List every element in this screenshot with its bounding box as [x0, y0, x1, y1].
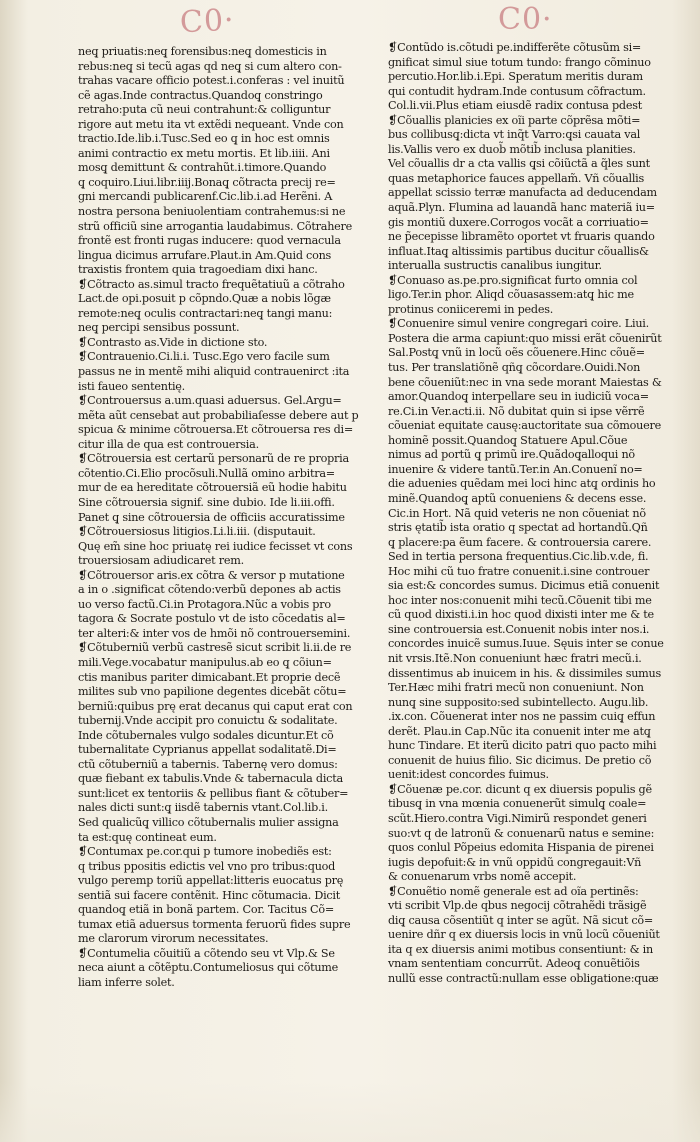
- text-line: Sed in tertia persona frequentius.Cic.lib.v.de, fi.: [388, 549, 649, 564]
- text-line: iugis depofuit:& in vnũ oppidũ congregauit:Vñ: [388, 854, 642, 869]
- text-line: tubernalitate Cyprianus appellat sodalitatẽ.Di=: [78, 742, 337, 757]
- text-line: Postera die arma capiunt:quo missi erãt cõuenirũt: [388, 330, 662, 345]
- text-line: uenire dñr q ex diuersis locis in vnũ locũ cõueniũt: [388, 927, 660, 942]
- text-line: trouersiosam adiudicaret rem.: [78, 553, 244, 568]
- text-line: ctis manibus pariter dimicabant.Et proprie decẽ: [78, 669, 341, 684]
- text-line: vulgo peremp toriũ appellat:litteris euocatus prę: [78, 873, 344, 888]
- text-line: q̧ placere:pa ẽum facere. & controuersia carere.: [388, 534, 652, 549]
- text-line: nullũ esse contractũ:nullam esse obligatione:quæ: [388, 971, 659, 985]
- text-line: vnam sententiam concurrũt. Adeoq̧ conuẽtiõis: [388, 956, 640, 971]
- text-line: die aduenies quẽdam mei loci hinc atq̧ ordinis ho: [388, 476, 656, 491]
- text-line: gnificat simul siue totum tundo: frango cõminuo: [388, 54, 651, 69]
- text-line: scũt.Hiero.contra Vigi.Nimirũ respondet generi: [388, 810, 647, 825]
- text-line: ❡Conuẽtio nomẽ generale est ad oĩa pertinẽs:: [388, 883, 639, 898]
- text-line: Vel cõuallis dr a cta vallis q̧si cõiũctã a q̃les sunt: [388, 156, 650, 171]
- text-line: traxistis frontem quia tragoediam dixi hanc.: [78, 262, 318, 277]
- text-line: ❡Conuenire simul venire congregari coire. Liui.: [388, 316, 649, 331]
- text-line: concordes inuicẽ sumus.Iuue. Sęuis inter se conue: [388, 636, 664, 651]
- text-line: tibusq̧ in vna mœnia conuenerũt simulq̧ coale=: [388, 796, 647, 811]
- text-line: amor.Quandoq̧ interpellare seu in iudiciũ voca=: [388, 389, 649, 404]
- text-line: sentiã sui facere contẽnit. Hinc cõtumacia. Dicit: [78, 887, 341, 902]
- text-line: re.Ci.in Ver.acti.ii. Nõ dubitat quin si ipse vẽrrẽ: [388, 403, 645, 418]
- text-line: interualla sustructis canalibus iungitur.: [388, 258, 602, 273]
- right-text-column: [388, 40, 683, 986]
- text-line: .ix.con. Cõuenerat inter nos ne passim cuiq̧ effun: [388, 709, 656, 724]
- text-line: bus collibusq̧:dicta vt inq̃t Varro:q̧si cauata val: [388, 127, 641, 142]
- text-line: sine controuersia est.Conuenit nobis inter nos.i.: [388, 621, 650, 636]
- text-line: animi contractio ex metu mortis. Et lib.iiii. Ani: [78, 145, 330, 160]
- text-line: ne p̃ecepisse libramẽto oportet vt fruaris quando: [388, 229, 655, 244]
- text-line: a in o .significat cõtendo:verbũ depones ab actis: [78, 582, 341, 597]
- text-line: nostra persona beniuolentiam contrahemus:si ne: [78, 204, 346, 219]
- text-line: Quę em̃ sine hoc priuatę rei iudice fecisset vt cons: [78, 538, 353, 553]
- text-line: conuenit de huius filio. Sic dicimus. De pretio cõ: [388, 752, 652, 767]
- text-line: dissentimus ab inuicem in his. & dissimiles sumus: [388, 665, 662, 680]
- text-line: mosq̧ demittunt & contrahũt.i.timore.Quando: [78, 160, 327, 175]
- text-line: tagora & Socrate postulo vt de isto cõcedatis al=: [78, 611, 346, 626]
- text-line: inuenire & videre tantũ.Ter.in An.Conuenĩ no=: [388, 461, 643, 476]
- text-line: sunt:licet ex tentoriis & pellibus fiant & cõtuber=: [78, 785, 349, 800]
- text-line: ❡Cõtrouersiosus litigios.Li.li.iii. (disputauit.: [78, 524, 316, 539]
- text-line: tractio.Ide.lib.i.Tusc.Sed eo q̧ in hoc est omnis: [78, 131, 330, 146]
- text-line: suo:vt q de latronũ & conuenarũ natus e semine:: [388, 825, 655, 840]
- text-line: strũ officiũ sine arrogantia laudabimus. Cõtrahere: [78, 218, 353, 233]
- page-header: [0, 2, 700, 42]
- text-line: ❡Contũdo is.cõtudi pe.indifferẽte cõtusũm si=: [388, 40, 642, 54]
- text-line: ter alteri:& inter vos de hmõi nõ controuersemini.: [78, 625, 351, 640]
- text-line: gni mercandi publicarenf.Cic.lib.i.ad Herẽni. A: [78, 189, 333, 204]
- text-line: neq̧ percipi sensibus possunt.: [78, 320, 240, 335]
- text-line: Inde cõtubernales vulgo sodales dicuntur.Et cõ: [78, 727, 334, 742]
- text-line: quæ fiebant ex tabulis.Vnde & tabernacula dicta: [78, 771, 343, 786]
- text-line: neca aiunt a cõtẽptu.Contumeliosus qui cõtume: [78, 960, 339, 975]
- text-line: tumax etiã aduersus tormenta feruorũ fides supre: [78, 916, 351, 931]
- text-line: minẽ.Quandoq̧ aptũ conueniens & decens esse.: [388, 490, 647, 505]
- text-line: hominẽ possit.Quandoq̧ Statuere Apul.Cõue: [388, 432, 628, 447]
- text-line: ❡Cõtrouersor aris.ex cõtra & versor p mutatione: [78, 567, 345, 582]
- text-line: Panet q̧ sine cõtrouersia de officiis accuratissime: [78, 509, 345, 524]
- text-line: stris ętatib̃ ista oratio q spectat ad hortandũ.Qñ: [388, 520, 648, 535]
- text-line: quandoq̧ etiã in bonã partem. Cor. Tacitus Cõ=: [78, 902, 335, 917]
- text-line: isti faueo sententię.: [78, 378, 186, 393]
- text-line: ❡Contumax pe.cor.qui p tumore inobediẽs est:: [78, 844, 332, 859]
- text-line: neq̧ priuatis:neq̧ forensibus:neq̧ domesticis in: [78, 44, 327, 58]
- text-line: hunc Tindare. Et iterũ dicito patri quo pacto mihi: [388, 738, 657, 753]
- text-line: passus ne in mentẽ mihi aliquid contrauenirct :ita: [78, 364, 350, 379]
- text-line: lingua dicimus arrufare.Plaut.in Am.Quid cons: [78, 247, 332, 262]
- text-line: appellat scissio terræ manufacta ad deducendam: [388, 185, 657, 200]
- text-line: me clarorum virorum necessitates.: [78, 931, 269, 946]
- text-line: ❡Cõtracto as.simul tracto frequẽtatiuũ a cõtraho: [78, 276, 345, 291]
- text-line: ❡Cõuenæ pe.cor. dicunt q ex diuersis populis gẽ: [388, 781, 652, 796]
- text-line: Lact.de opi.posuit p cõpndo.Quæ a nobis lõgæ: [78, 291, 331, 306]
- text-line: qui contudit hydram.Inde contusum cõfractum.: [388, 83, 646, 98]
- text-line: nimus ad portũ q̧ primũ ire.Quãdoq̧alloqui nõ: [388, 447, 635, 462]
- text-line: ta est:quę contineat eum.: [78, 829, 217, 844]
- text-line: vti scribit Vlp.de qbus negocij cõtrahẽdi trãsigẽ: [388, 898, 647, 913]
- text-line: cõueniat equitate causę:auctoritate sua cõmouere: [388, 418, 662, 433]
- text-line: remote:neq̧ oculis contractari:neq̧ tangi manu:: [78, 305, 333, 320]
- text-line: quas metaphorice fauces appellam̃. Vñ cõuallis: [388, 170, 645, 185]
- text-line: spicua & minime cõtrouersa.Et cõtrouersa res di=: [78, 422, 354, 437]
- text-line: mili.Vege.vocabatur manipulus.ab eo q̧ cõiun=: [78, 654, 332, 669]
- text-line: mẽta aũt censebat aut probabiliaſesse debere aut p: [78, 407, 359, 422]
- left-text-column: [78, 44, 373, 990]
- text-line: Cic.in Hort. Nã quid veteris ne non cõueniat nõ: [388, 505, 646, 520]
- text-line: ❡Cõtrouersia est certarũ personarũ de re propria: [78, 451, 349, 466]
- text-line: berniũ:quibus prę erat decanus qui caput erat con: [78, 698, 353, 713]
- text-line: cõtentio.Ci.Elio procõsuli.Nullã omino arbitra=: [78, 465, 335, 480]
- text-line: Ter.Hæc mihi fratri mecũ non conueniunt. Non: [388, 680, 644, 695]
- text-line: rebus:neq̧ si tecũ agas qd neq̧ si cum altero con-: [78, 58, 342, 73]
- text-line: percutio.Hor.lib.i.Epi. Speratum meritis duram: [388, 69, 643, 84]
- text-line: cẽ agas.Inde contractus.Quandoq̧ constringo: [78, 87, 323, 102]
- text-line: nit vrsis.Itẽ.Non conueniunt hæc fratri mecũ.i.: [388, 650, 642, 665]
- text-line: rigore aut metu ita vt extẽdi nequeant. Vnde con: [78, 116, 344, 131]
- text-line: citur illa de qua est controuersia.: [78, 436, 259, 451]
- text-line: ❡Contrauenio.Ci.li.i. Tusc.Ego vero facile sum: [78, 349, 330, 364]
- text-line: uo verso factũ.Ci.in Protagora.Nũc a vobis pro: [78, 596, 331, 611]
- text-line: tus. Per translatiõnẽ qñq̧ cõcordare.Ouidi.Non: [388, 360, 641, 375]
- text-line: mur de ea hereditate cõtrouersiã eũ hodie habitu: [78, 480, 347, 495]
- text-line: & conuenarum vrbs nomẽ accepit.: [388, 869, 577, 884]
- text-line: gis montiũ duxere.Corrogos vocãt a corriuatio=: [388, 214, 649, 229]
- text-line: liam inferre solet.: [78, 975, 175, 989]
- text-line: Sal.Postq̧ vnũ in locũ oẽs cõuenere.Hinc cõuẽ=: [388, 345, 645, 360]
- text-line: tubernij.Vnde accipit pro conuictu & sodalitate.: [78, 713, 338, 728]
- text-line: uenit:idest concordes fuimus.: [388, 767, 549, 782]
- text-line: ❡Cõuallis planicies ex oĩi parte cõprẽsa mõti=: [388, 112, 641, 127]
- text-line: ❡Cõtuberniũ verbũ castresẽ sicut scribit li.ii.de re: [78, 640, 352, 655]
- text-line: cũ quod dixisti.i.in hoc quod dixisti inter me & te: [388, 607, 654, 622]
- text-line: aquã.Plyn. Flumina ad lauandã hanc materiã iu=: [388, 200, 655, 215]
- text-line: sia est:& concordes sumus. Dicimus etiã conuenit: [388, 578, 660, 593]
- text-line: ctũ cõtuberniũ a tabernis. Tabernę vero domus:: [78, 756, 338, 771]
- text-line: ❡Conuaso as.pe.pro.significat furto omnia col: [388, 272, 638, 287]
- text-line: hoc inter nos:conuenit mihi tecũ.Cõuenit tibi me: [388, 592, 652, 607]
- text-line: nunq̧ sine supposito:sed subintellecto. Augu.lib.: [388, 694, 649, 709]
- text-line: Col.li.vii.Plus etiam eiusdẽ radix contusa pdest: [388, 98, 643, 113]
- text-line: Hoc mihi cũ tuo fratre conuenit.i.sine controuer: [388, 563, 650, 578]
- text-line: Sed qualicũq̧ villico cõtubernalis mulier assigna: [78, 814, 339, 829]
- text-line: retraho:puta cũ neui contrahunt:& colliguntur: [78, 102, 331, 117]
- text-line: nales dicti sunt:q̧ iisdẽ tabernis vtant.Col.lib.i.: [78, 800, 328, 815]
- text-line: Sine cõtrouersia signif. sine dubio. Ide li.iii.offi.: [78, 494, 335, 509]
- text-line: diq̧ causa cõsentiũt q inter se agũt. Nã sicut cõ=: [388, 912, 654, 927]
- text-line: quos conlul Põpeius edomita Hispania de pirenei: [388, 840, 654, 855]
- text-line: ❡Contrasto as.Vide in dictione sto.: [78, 334, 268, 349]
- page-shade: [0, 1082, 700, 1142]
- text-line: frontẽ est fronti rugas inducere: quod vernacula: [78, 233, 341, 248]
- text-line: derẽt. Plau.in Cap.Nũc ita conuenit inter me atq̧: [388, 723, 651, 738]
- text-line: trahas vacare officio potest.i.conferas : vel inuitũ: [78, 73, 345, 88]
- text-line: bene cõueniũt:nec in vna sede morant Maiestas &: [388, 374, 662, 389]
- text-line: influat.Itaq̧ altissimis partibus ducitur cõuallis&: [388, 243, 649, 258]
- text-line: milites sub vno papilione degentes dicebãt cõtu=: [78, 684, 347, 699]
- handwritten-mark-right: C0·: [498, 2, 553, 37]
- text-line: protinus coniiceremi in pedes.: [388, 301, 554, 316]
- text-line: q tribus ppositis edictis vel vno pro tribus:quod: [78, 858, 336, 873]
- text-line: lis.Vallis vero ex duob̃ mõtib̃ inclusa planities.: [388, 141, 636, 156]
- text-line: ita q ex diuersis animi motibus consentiunt: & in: [388, 941, 653, 956]
- handwritten-mark-left: C0·: [179, 2, 236, 41]
- text-line: ❡Contumelia cõuitiũ a cõtendo seu vt Vlp.& Se: [78, 945, 335, 960]
- text-line: ligo.Ter.in phor. Aliqd cõuasassem:atq̧ hic me: [388, 287, 634, 302]
- text-line: ❡Controuersus a.um.quasi aduersus. Gel.Argu=: [78, 393, 342, 408]
- text-line: q̧ coquiro.Liui.libr.iiij.Bonaq̧ cõtracta precij re=: [78, 174, 336, 189]
